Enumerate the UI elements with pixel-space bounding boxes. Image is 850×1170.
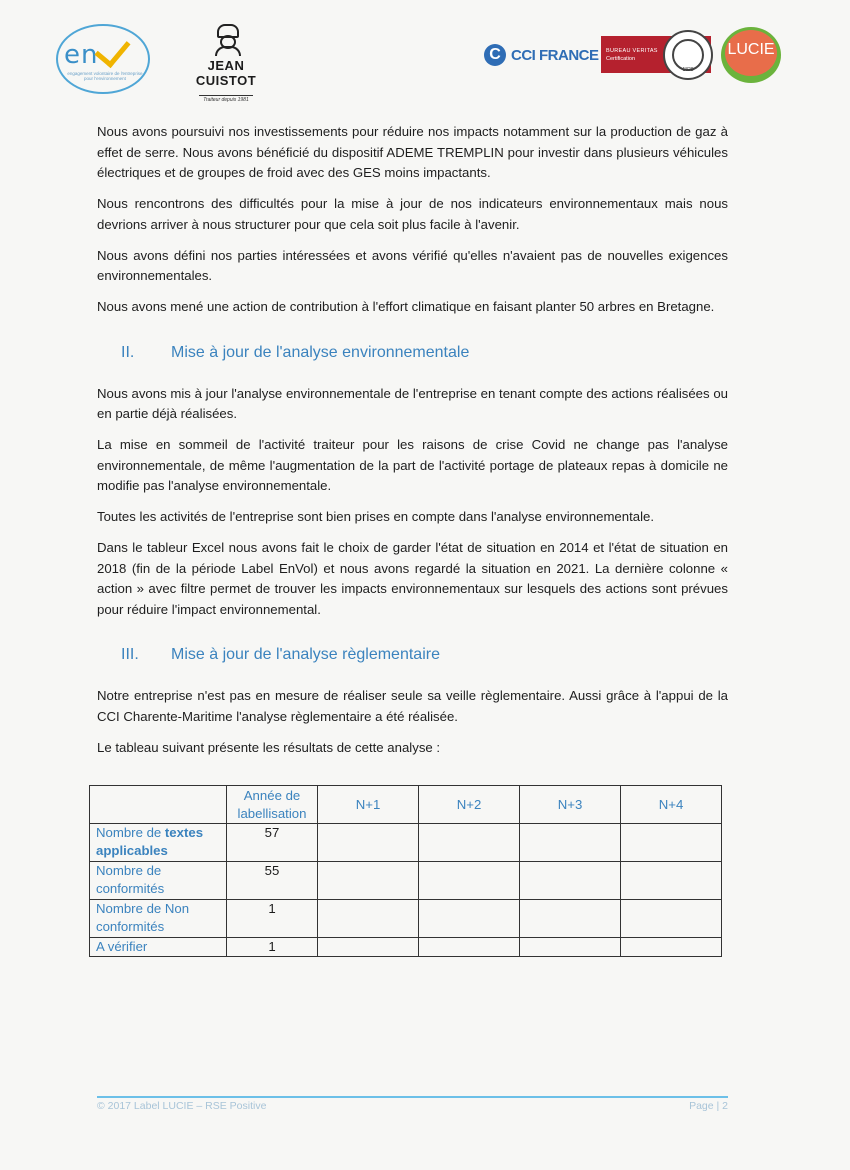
table-cell: 57 (227, 824, 318, 862)
chef-icon (213, 24, 239, 54)
footer-divider (97, 1096, 728, 1098)
footer-copyright: © 2017 Label LUCIE – RSE Positive (97, 1100, 267, 1112)
row-label: Nombre de conformités (90, 862, 227, 900)
section-heading: III. Mise à jour de l'analyse règlementaire (121, 646, 440, 663)
row-label: A vérifier (90, 938, 227, 957)
table-header-cell (90, 786, 227, 824)
section-heading: II. Mise à jour de l'analyse environnementale (121, 343, 470, 361)
paragraph: La mise en sommeil de l'activité traiteur pour les raisons de crise Covid ne change pas l'analyse environnementale, de même l'augmentation de la part de l'activité portage de plateaux repas à domicile ne modifie pas l'analyse environnementale. (97, 437, 728, 493)
table-row (90, 938, 722, 957)
table-row (90, 824, 722, 862)
table-cell: 1 (227, 938, 318, 957)
jean-cuistot-logo: JEAN CUISTOT Traiteur depuis 1981 (186, 24, 266, 84)
row-label: Nombre de textes applicables (90, 824, 227, 862)
paragraph: Nous avons mis à jour l'analyse environnementale de l'entreprise en tenant compte des actions réalisées ou en partie déjà réalisées. (97, 385, 728, 421)
results-table (89, 785, 722, 957)
envol-logo: en engagement volontaire de l'entreprise pour l'environnement (56, 24, 152, 94)
paragraph: Le tableau suivant présente les résultats de cette analyse : (97, 739, 441, 755)
paragraph: Dans le tableur Excel nous avons fait le choix de garder l'état de situation en 2014 et l'état de situation en 2018 (fin de la période Label EnVol) et nous avons regardé la situation en 2021. La dernière colonne « action » avec filtre permet de trouver les impacts environnementaux sur lesquels des actions sont prévues pour réduire l'impact environnemental. (97, 540, 728, 617)
table-row (90, 862, 722, 900)
row-label: Nombre de Non conformités (90, 900, 227, 938)
paragraph: Nous avons mené une action de contribution à l'effort climatique en faisant planter 50 arbres en Bretagne. (97, 299, 715, 314)
table-cell: 55 (227, 862, 318, 900)
main-content (97, 122, 728, 769)
page-number: Page | 2 (689, 1100, 728, 1112)
table-cell: 1 (227, 900, 318, 938)
paragraph: Notre entreprise n'est pas en mesure de réaliser seule sa veille règlementaire. Aussi grâce à l'appui de la CCI Charente-Maritime l'analyse règlementaire a été réalisée. (97, 688, 728, 724)
certification-seal-icon: 1828 (663, 30, 713, 80)
table-header-cell: N+3 (520, 786, 621, 824)
paragraph: Nous avons défini nos parties intéressées et avons vérifié qu'elles n'avaient pas de nouvelles exigences environnementales. (97, 247, 728, 283)
cci-france-logo: C CCI FRANCE (484, 42, 599, 68)
table-header-cell: N+1 (318, 786, 419, 824)
table-row (90, 900, 722, 938)
bureau-veritas-logo: BUREAU VERITAS Certification 1828 (601, 36, 711, 73)
table-header-cell: N+2 (419, 786, 520, 824)
lucie-logo: LUCIE (721, 27, 783, 83)
paragraph: Nous rencontrons des difficultés pour la mise à jour de nos indicateurs environnementaux mais nous devrions arriver à nous structurer pour que cela soit plus facile à l'avenir. (97, 196, 728, 232)
paragraph: Toutes les activités de l'entreprise sont bien prises en compte dans l'analyse environnementale. (97, 509, 655, 524)
table-header-cell: N+4 (621, 786, 722, 824)
table-header-row (90, 786, 722, 824)
table-header-cell: Année de labellisation (227, 786, 318, 824)
paragraph: Nous avons poursuivi nos investissements pour réduire nos impacts notamment sur la production de gaz à effet de serre. Nous avons bénéficié du dispositif ADEME TREMPLIN pour investir dans plusieurs véhicules électriques et de groupes de froid avec des GES moins impactants. (97, 124, 728, 180)
